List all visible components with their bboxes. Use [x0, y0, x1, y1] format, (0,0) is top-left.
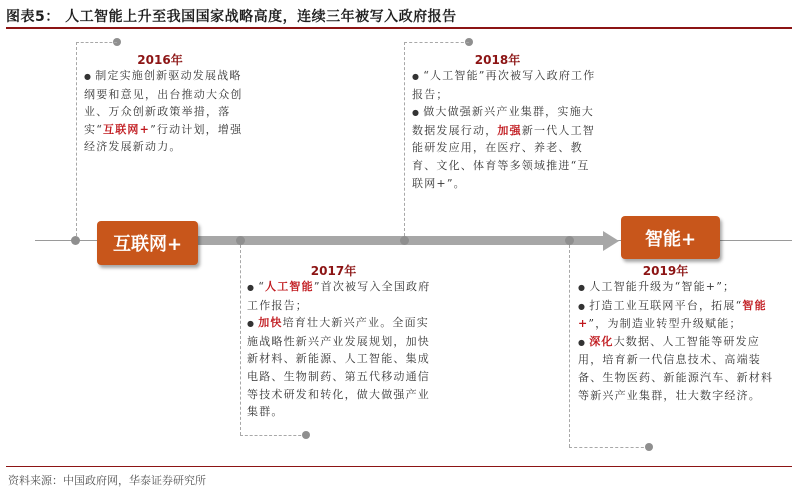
event-2016-item	[84, 67, 244, 156]
event-2017-text-c: 培育壮大新兴产业。全面实施战略性新兴产业发展规划，加快新材料、新能源、人工智能、集成电路、生物制药、第五代移动通信等技术研发和转化，做大做强产业集群。	[247, 316, 430, 419]
timeline-dot-2017	[236, 236, 245, 245]
event-2017-text-b: ”首次被写入全国政府工作报告；	[247, 280, 431, 312]
header-divider	[6, 27, 792, 29]
event-text-2016	[84, 67, 244, 156]
event-2017-text-a: “	[258, 280, 266, 293]
node-internet-plus: 互联网+	[97, 221, 198, 265]
year-label-2016: 2016年	[137, 53, 183, 67]
bullet-icon: ●	[84, 72, 93, 81]
connector-line-2019	[569, 245, 570, 447]
event-2018-item-2	[412, 103, 600, 192]
event-2018-text-1: “人工智能”再次被写入政府工作报告；	[412, 69, 596, 101]
connector-dot-2019	[645, 443, 653, 451]
connector-dot-2017	[302, 431, 310, 439]
connector-line-2019-bottom	[569, 447, 649, 448]
event-2017-item-2	[247, 314, 437, 421]
footer-divider	[6, 466, 792, 467]
event-2019-item-1	[578, 278, 774, 297]
bullet-icon: ●	[578, 301, 587, 311]
event-2019-highlight-1: 智能+	[578, 298, 767, 331]
event-2018-highlight: 加强	[497, 123, 522, 137]
event-2017-highlight-2: 加快	[258, 316, 283, 330]
node-intelligence-plus: 智能+	[621, 216, 720, 259]
bullet-icon: ●	[247, 319, 256, 329]
timeline-dot-2018	[400, 236, 409, 245]
event-text-2017	[247, 278, 437, 421]
year-label-2019: 2019年	[642, 264, 689, 278]
source-note: 资料来源：中国政府网，华泰证券研究所	[8, 474, 206, 487]
connector-line-2018-top	[404, 42, 469, 43]
event-2019-item-2	[578, 297, 774, 333]
event-2018-text-b: 新一代人工智能研发应用，在医疗、养老、教育、文化、体育等多领域推进“互联网+”。	[412, 123, 596, 190]
event-2019-text-1: 人工智能升级为“智能+”；	[589, 280, 736, 293]
year-label-2018: 2018年	[474, 53, 521, 67]
bullet-icon: ●	[578, 337, 587, 347]
year-label-2017: 2017年	[310, 264, 357, 278]
event-text-2018	[412, 67, 600, 192]
figure-title: 图表5： 人工智能上升至我国国家战略高度，连续三年被写入政府报告	[6, 9, 457, 25]
event-text-2019	[578, 278, 774, 404]
event-2016-highlight: 互联网+	[103, 122, 151, 136]
event-2019-item-3	[578, 333, 774, 404]
connector-line-2016	[76, 42, 77, 236]
event-2019-highlight-2: 深化	[589, 334, 614, 348]
event-2016-text-a: 制定实施创新驱动发展战略纲要和意见，出台推动大众创业、万众创新政策举措，落实“	[84, 69, 243, 136]
timeline-dot-2016	[71, 236, 80, 245]
bullet-icon: ●	[247, 283, 256, 292]
connector-line-2018	[404, 42, 405, 236]
timeline-arrow-head	[603, 231, 619, 251]
event-2019-text-a: 打造工业互联网平台，拓展“	[589, 298, 743, 312]
connector-line-2017	[240, 245, 241, 435]
bullet-icon: ●	[578, 283, 587, 292]
event-2018-text-a: 做大做强新兴产业集群，实施大数据发展行动，	[412, 105, 594, 137]
event-2018-item-1	[412, 67, 600, 103]
timeline-dot-2019	[565, 236, 574, 245]
bullet-icon: ●	[412, 108, 421, 118]
event-2017-highlight-1: 人工智能	[265, 280, 314, 293]
connector-line-2016-top	[76, 42, 117, 43]
event-2019-text-c: 大数据、人工智能等研发应用，培育新一代信息技术、高端装备、生物医药、新能源汽车、新材料等新兴产业集群，壮大数字经济。	[578, 334, 774, 402]
event-2016-text-b: ”行动计划，增强经济发展新动力。	[84, 122, 243, 154]
connector-line-2017-bottom	[240, 435, 306, 436]
bullet-icon: ●	[412, 72, 421, 81]
event-2019-text-b: ”，为制造业转型升级赋能；	[588, 317, 742, 331]
event-2017-item-1	[247, 278, 437, 314]
